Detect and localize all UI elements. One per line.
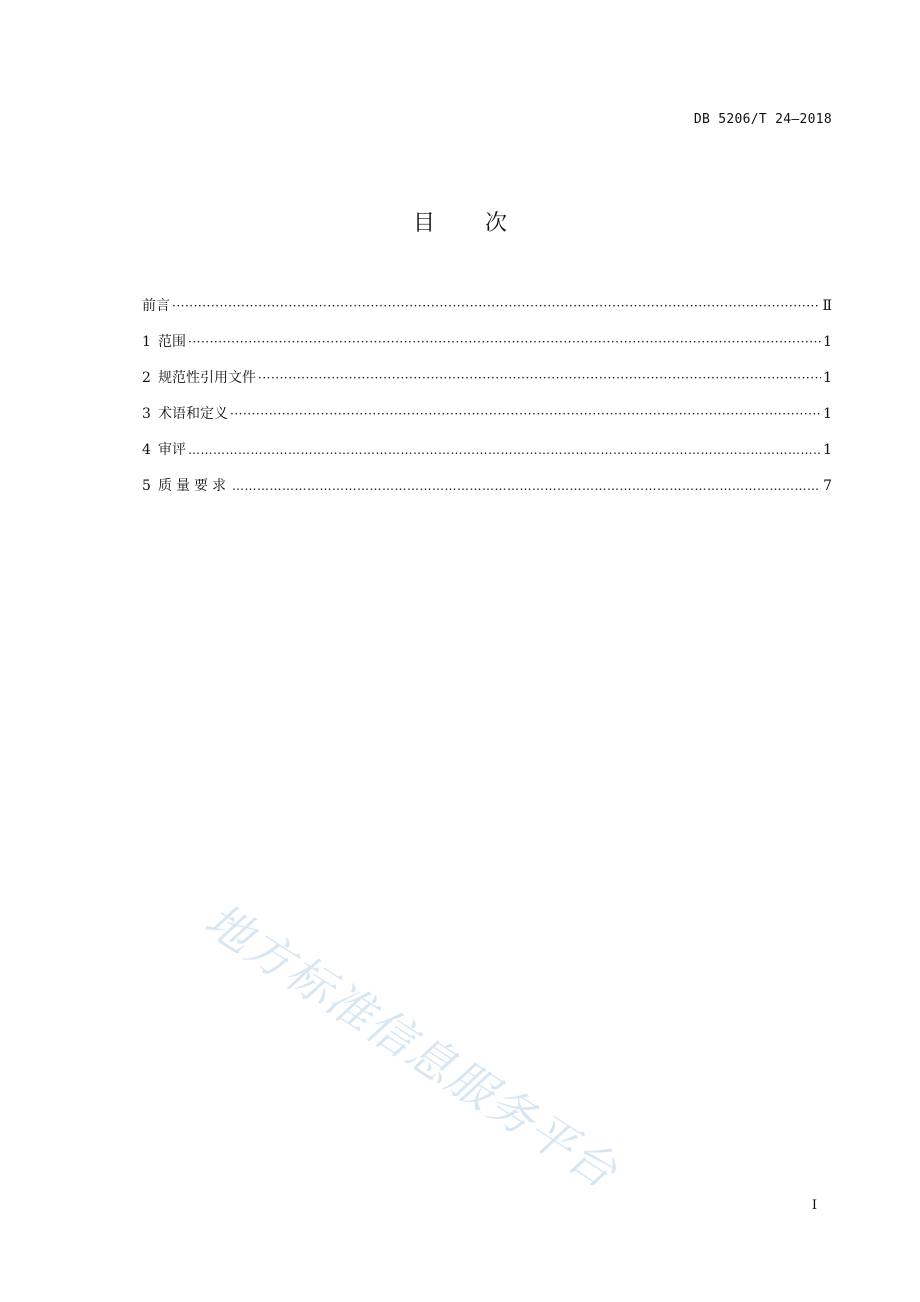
toc-entry-quality-requirements[interactable] — [142, 476, 832, 512]
toc-entry-page: 1 — [823, 406, 832, 422]
toc-title-right: 次 — [485, 211, 508, 236]
toc-entry-label: 审评 — [158, 442, 186, 458]
toc-entry-scope[interactable] — [142, 332, 832, 368]
toc-entry-page: 1 — [823, 442, 832, 458]
toc-entry-label: 规范性引用文件 — [158, 370, 256, 386]
toc-entry-foreword[interactable] — [142, 296, 832, 332]
toc-entry-review[interactable] — [142, 440, 832, 476]
toc-title-left: 目 — [412, 211, 435, 236]
toc-leader-dots — [188, 332, 821, 352]
table-of-contents — [142, 296, 832, 512]
toc-entry-number: 4 — [142, 442, 151, 458]
toc-title — [0, 206, 920, 237]
toc-entry-number: 1 — [142, 334, 151, 350]
toc-leader-dots — [258, 368, 821, 388]
toc-entry-label: 范围 — [158, 334, 186, 350]
toc-entry-label: 质量要求 — [158, 478, 230, 494]
toc-entry-number: 2 — [142, 370, 151, 386]
toc-leader-dots — [172, 296, 820, 316]
toc-entry-terms-definitions[interactable] — [142, 404, 832, 440]
toc-entry-label: 术语和定义 — [158, 406, 228, 422]
toc-leader-dots — [230, 404, 821, 424]
document-code: DB 5206/T 24—2018 — [693, 112, 832, 127]
toc-entry-page: Ⅱ — [822, 298, 832, 314]
toc-leader-ellipsis — [232, 476, 821, 496]
toc-entry-number: 5 — [142, 478, 151, 494]
toc-entry-normative-references[interactable] — [142, 368, 832, 404]
toc-entry-page: 1 — [823, 334, 832, 350]
toc-entry-page: 7 — [823, 478, 832, 494]
page-number: I — [811, 1198, 817, 1213]
toc-entry-label: 前言 — [142, 298, 170, 314]
toc-leader-ellipsis — [188, 440, 821, 460]
toc-entry-number: 3 — [142, 406, 151, 422]
watermark: 地方标准信息服务平台 — [195, 892, 628, 1200]
toc-entry-page: 1 — [823, 370, 832, 386]
